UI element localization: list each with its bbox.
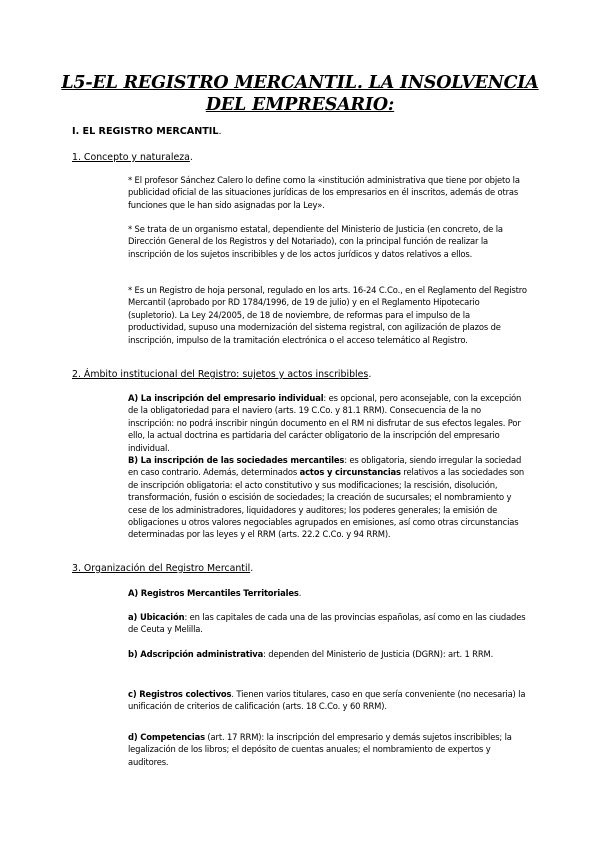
paragraph-regulacion: * Es un Registro de hoja personal, regulado en los arts. 16-24 C.Co., en el Reglamento del Registro Mercantil (aprobado por RD 1784/1996, de 19 de julio) y en el Reglamento Hipotecario (supletorio). La Ley 24/2005, de 18 de noviembre, de reformas para el impulso de la productividad, supuso una modernización del sistema registral, con agilización de plazos de inscripción, impulso de la tramitación electrónica o el acceso telemático al Registro. <box>128 285 527 345</box>
subsection-heading-3: 3. Organización del Registro Mercantil. <box>72 563 254 574</box>
item-sociedades-mercantiles: B) La inscripción de las sociedades mercantiles: es obligatoria, siendo irregular la sociedad en caso contrario. Además, determinados actos y circunstancias relativos a las sociedades son de inscripción obligatoria: el acto constitutivo y sus modificaciones; la rescisión, disolución, transformación, fusión o escisión de sociedades; la creación de sucursales; el nombramiento y cese de los administradores, liquidadores y auditores; los poderes generales; la emisión de obligaciones u otros valores negociables agrupados en emisiones, así como otras circunstancias determinadas por las leyes y el RRM (arts. 22.2 C.Co. y 94 RRM). <box>128 455 525 540</box>
heading-registros-territoriales: A) Registros Mercantiles Territoriales. <box>128 588 302 598</box>
subsection-heading-2: 2. Ámbito institucional del Registro: sujetos y actos inscribibles. <box>72 369 372 380</box>
item-adscripcion: b) Adscripción administrativa: dependen del Ministerio de Justicia (DGRN): art. 1 RRM. <box>128 649 494 659</box>
subsection-heading-1: 1. Concepto y naturaleza. <box>72 152 193 163</box>
item-empresario-individual: A) La inscripción del empresario individual: es opcional, pero aconsejable, con la excepción de la obligatoriedad para el naviero (arts. 19 C.Co. y 81.1 RRM). Consecuencia de la no inscripción: no podrá inscribir ningún documento en el RM ni disfrutar de sus efectos legales. Por ello, la actual doctrina es partidaria del carácter obligatorio de la inscripción del empresario individual. <box>128 393 522 453</box>
title-line-1: L5-EL REGISTRO MERCANTIL. LA INSOLVENCIA <box>61 73 539 93</box>
title-line-2: DEL EMPRESARIO: <box>205 95 395 115</box>
document-title <box>60 72 540 116</box>
section-heading: I. EL REGISTRO MERCANTIL. <box>72 126 222 137</box>
paragraph-definition: * El profesor Sánchez Calero lo define como la «institución administrativa que tiene por objeto la publicidad oficial de las situaciones jurídicas de los empresarios en él inscritos, además de otras funciones que le han sido asignadas por la Ley». <box>128 175 520 210</box>
paragraph-organismo: * Se trata de un organismo estatal, dependiente del Ministerio de Justicia (en concreto, de la Dirección General de los Registros y del Notariado), con la principal función de realizar la inscripción de los sujetos inscribibles y de los actos jurídicos y datos relativos a ellos. <box>128 224 503 259</box>
paragraph-inscripcion <box>128 392 528 541</box>
item-registros-colectivos: c) Registros colectivos. Tienen varios titulares, caso en que sería conveniente (no necesaria) la unificación de criterios de calificación (arts. 18 C.Co. y 60 RRM). <box>128 689 526 712</box>
item-competencias: d) Competencias (art. 17 RRM): la inscripción del empresario y demás sujetos inscribibles; la legalización de los libros; el depósito de cuentas anuales; el nombramiento de expertos y auditores. <box>128 732 512 767</box>
item-ubicacion: a) Ubicación: en las capitales de cada una de las provincias españolas, así como en las ciudades de Ceuta y Melilla. <box>128 612 526 635</box>
